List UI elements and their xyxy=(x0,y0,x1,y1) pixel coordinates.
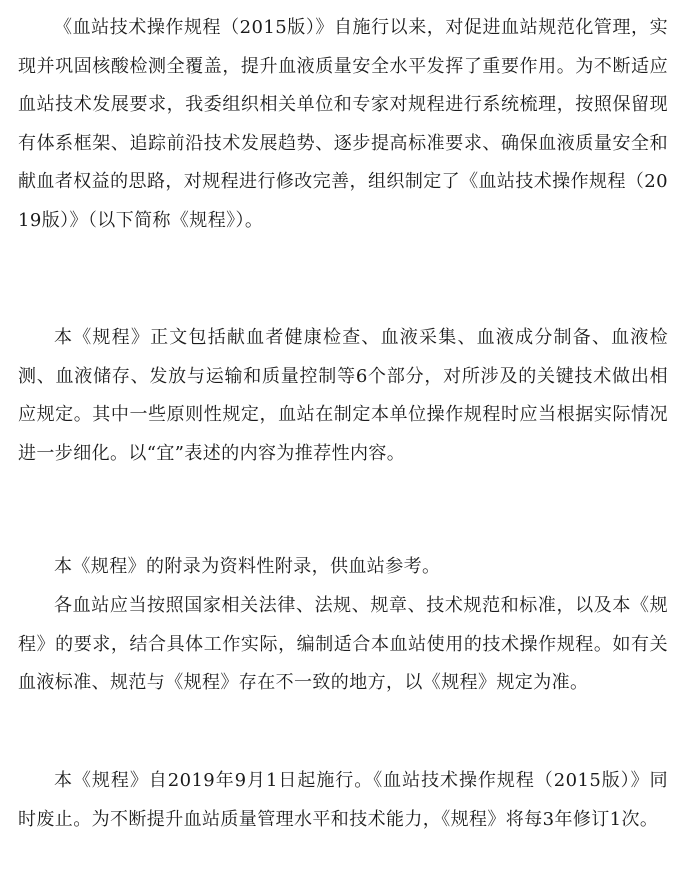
paragraph-requirements: 各血站应当按照国家相关法律、法规、规章、技术规范和标准，以及本《规程》的要求，结合具体工作实际，编制适合本血站使用的技术操作规程。如有关血液标准、规范与《规程》存在不一致的地方，以《规程》规定为准。 xyxy=(18,595,668,693)
paragraph-contents: 本《规程》正文包括献血者健康检查、血液采集、血液成分制备、血液检测、血液储存、发放与运输和质量控制等6个部分，对所涉及的关键技术做出相应规定。其中一些原则性规定，血站在制定本单位操作规程时应当根据实际情况进一步细化。以“宜”表述的内容为推荐性内容。 xyxy=(18,327,668,464)
paragraph-effective-date: 本《规程》自2019年9月1日起施行。《血站技术操作规程（2015版）》同时废止。为不断提升血站质量管理水平和技术能力，《规程》将每3年修订1次。 xyxy=(18,770,668,830)
paragraph-appendix: 本《规程》的附录为资料性附录，供血站参考。 xyxy=(54,556,441,577)
paragraph-history: 《血站技术操作规程（2015版）》自施行以来，对促进血站规范化管理，实现并巩固核酸检测全覆盖，提升血液质量安全水平发挥了重要作用。为不断适应血站技术发展要求，我委组织相关单位和专家对规程进行系统梳理，按照保留现有体系框架、追踪前沿技术发展趋势、逐步提高标准要求、确保血液质量安全和献血者权益的思路，对规程进行修改完善，组织制定了《血站技术操作规程（2019版）》（以下简称《规程》）。 xyxy=(18,17,668,231)
